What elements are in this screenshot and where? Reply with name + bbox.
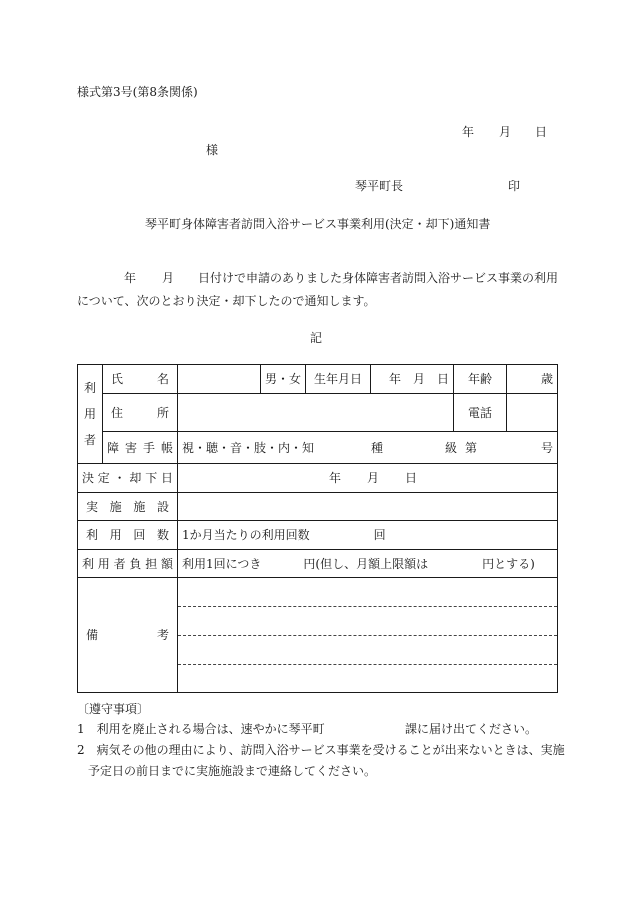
decision-month-unit: 月 [367,471,380,485]
count-label-char: 利 [86,528,99,542]
decision-day-unit: 日 [405,471,418,485]
facility-value[interactable] [178,493,558,521]
phone-label: 電話 [454,394,507,432]
date-year: 年 [462,125,475,139]
name-label-cell [103,365,178,394]
name-value[interactable] [178,365,261,394]
handbook-label-char: 障 [107,440,120,455]
facility-label-char: 施 [109,499,122,514]
address-value[interactable] [178,394,454,432]
burden-text-a: 利用1回につき [182,556,262,571]
note-item-1-a: 1 利用を廃止される場合は、速やかに琴平町 [77,722,325,736]
count-label-cell [78,521,178,550]
remarks-line [178,578,557,607]
facility-label-cell [78,493,178,521]
user-group-char: 用 [83,407,96,421]
birth-day-unit: 日 [436,372,449,386]
decision-label-char: 却 [129,471,142,485]
birthdate-value[interactable] [371,365,454,394]
burden-text-b: 円(但し、月額上限額は [303,556,429,571]
count-label-char: 数 [156,528,169,542]
note-item-1-b: 課に届け出てください。 [405,722,538,736]
facility-label-char: 施 [133,499,146,514]
handbook-types: 視・聴・音・肢・内・知 [182,440,315,455]
addressee-suffix: 様 [206,143,219,157]
form-number: 様式第3号(第8条関係) [77,85,198,99]
birthdate-label: 生年月日 [306,365,371,394]
phone-value[interactable] [507,394,558,432]
burden-label-cell [78,550,178,578]
age-value[interactable] [507,365,558,394]
notice-table [77,364,558,693]
remarks-label-char: 考 [156,628,169,642]
remarks-label-char: 備 [86,628,99,642]
burden-label-char: 用 [97,556,110,571]
body-line1: 日付けで申請のありました身体障害者訪問入浴サービス事業の利用 [198,271,559,285]
handbook-label-char: 帳 [160,440,173,455]
handbook-label-char: 手 [142,440,155,455]
decision-label-char: 下 [145,471,158,485]
user-group-char: 者 [83,433,96,447]
issuer-name: 琴平町長 [355,179,404,193]
burden-text-c: 円とする) [482,556,535,571]
address-label-char: 所 [156,405,169,420]
notes-heading: 〔遵守事項〕 [77,702,150,716]
decision-label-char: 日 [160,471,173,485]
decision-label-char: 定 [97,471,110,485]
decision-label-char: ・ [113,471,126,485]
burden-label-char: 者 [113,556,126,571]
burden-label-char: 額 [160,556,173,571]
decision-year-unit: 年 [329,471,342,485]
age-label: 年齢 [454,365,507,394]
handbook-kind: 種 [371,440,384,455]
burden-label-char: 利 [82,556,95,571]
document-title: 琴平町身体障害者訪問入浴サービス事業利用(決定・却下)通知書 [145,217,491,231]
handbook-grade: 級 [445,440,458,455]
count-label-char: 回 [133,528,146,542]
user-group-char: 利 [83,381,96,395]
decision-date-value[interactable] [178,464,558,493]
body-month: 月 [162,271,175,285]
remarks-value[interactable] [178,578,558,693]
count-value[interactable] [178,521,558,550]
decision-label-cell [78,464,178,493]
name-label-char: 氏 [111,372,124,386]
remarks-label-cell [78,578,178,693]
facility-label-char: 設 [156,499,169,514]
handbook-label-char: 害 [124,440,137,455]
body-line2: について、次のとおり決定・却下したので通知します。 [77,294,376,308]
count-label-char: 用 [109,528,122,542]
birth-month-unit: 月 [412,372,425,386]
remarks-line [178,607,557,636]
seal-mark: 印 [508,179,521,193]
note-item-2-line2: 予定日の前日までに実施施設まで連絡してください。 [88,764,377,778]
address-label-cell [103,394,178,432]
count-text: 1か月当たりの利用回数 [182,528,310,542]
facility-label-char: 実 [86,499,99,514]
address-label-char: 住 [111,405,124,420]
burden-label-char: 担 [145,556,158,571]
birth-year-unit: 年 [388,372,401,386]
date-month: 月 [499,125,512,139]
user-group-cell [78,365,103,464]
handbook-number-suffix: 号 [540,440,553,455]
burden-value[interactable] [178,550,558,578]
count-unit: 回 [373,528,386,542]
decision-label-char: 決 [82,471,95,485]
handbook-number-prefix: 第 [465,440,478,455]
age-unit: 歳 [540,372,553,386]
handbook-value[interactable] [178,432,558,464]
date-day: 日 [535,125,548,139]
ki-mark: 記 [310,331,323,345]
remarks-line [178,636,557,665]
name-label-char: 名 [156,372,169,386]
burden-label-char: 負 [129,556,142,571]
note-item-2-line1: 2 病気その他の理由により、訪問入浴サービス事業を受けることが出来ないときは、実施 [77,743,565,757]
sex-cell[interactable]: 男・女 [261,365,306,394]
body-year: 年 [124,271,137,285]
handbook-label-cell [103,432,178,464]
